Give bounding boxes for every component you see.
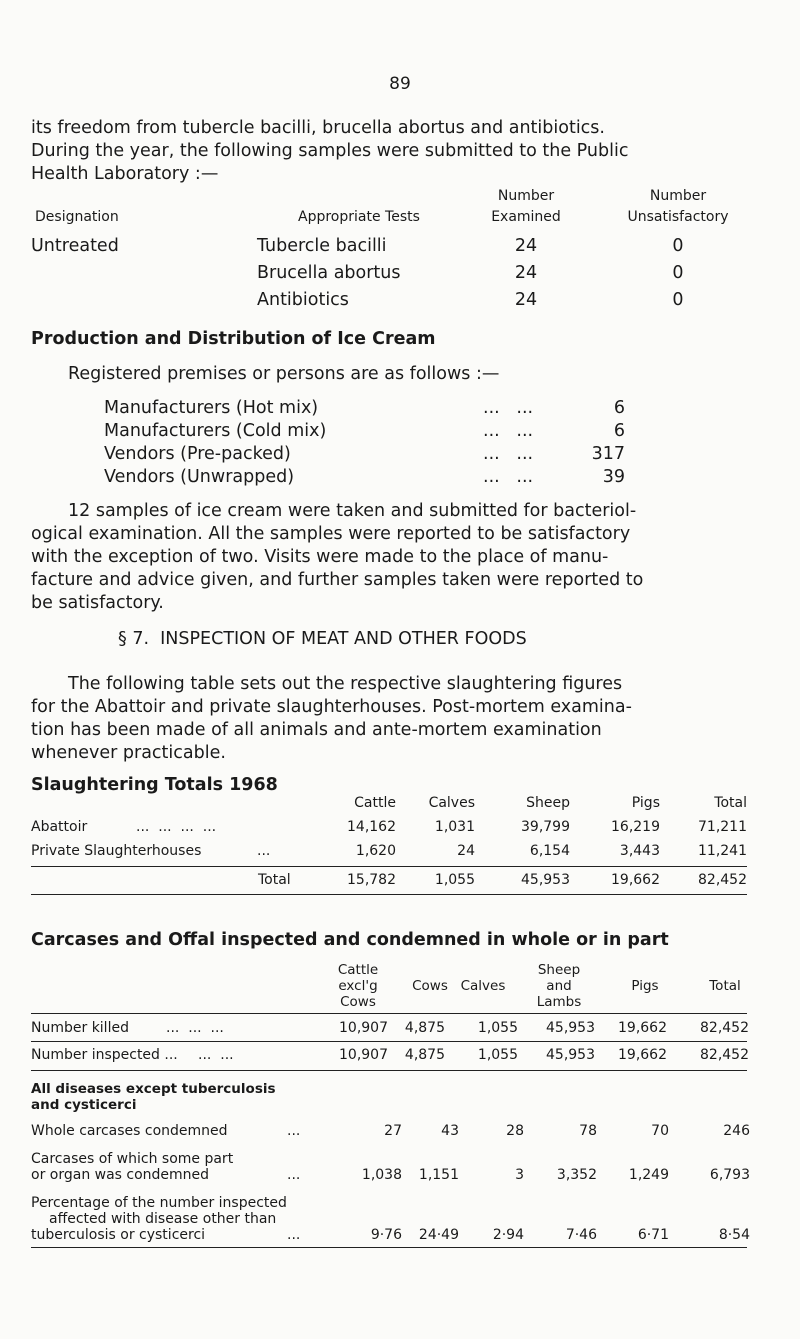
carcase-rule-1 bbox=[31, 1013, 747, 1014]
slaughter-row-2-dots: ... bbox=[257, 843, 271, 859]
sample-row-1-test: Tubercle bacilli bbox=[257, 236, 387, 256]
carcase-killed-calves: 1,055 bbox=[477, 1020, 518, 1036]
slaughter-row-1-total: 71,211 bbox=[698, 819, 747, 835]
intro-line-3: Health Laboratory :— bbox=[31, 164, 219, 184]
part-label-1: Carcases of which some part bbox=[31, 1151, 234, 1167]
ice-cream-para-5: be satisfactory. bbox=[31, 593, 164, 613]
carcase-inspected-label: Number inspected ... bbox=[31, 1047, 178, 1063]
carcase-inspected-cows: 4,875 bbox=[404, 1047, 445, 1063]
carcase-killed-pigs: 19,662 bbox=[618, 1020, 667, 1036]
sample-row-3-unsat: 0 bbox=[672, 290, 684, 310]
percent-sheep: 7·46 bbox=[565, 1227, 597, 1243]
percent-cattle: 9·76 bbox=[370, 1227, 402, 1243]
slaughter-total-cattle: 15,782 bbox=[347, 872, 396, 888]
section-7-heading: § 7. INSPECTION OF MEAT AND OTHER FOODS bbox=[118, 629, 527, 649]
sample-row-1-unsat: 0 bbox=[672, 236, 684, 256]
carcase-col-cattle-3: Cows bbox=[340, 994, 376, 1010]
header-number-examined-2: Examined bbox=[491, 209, 561, 225]
whole-cows: 43 bbox=[441, 1123, 459, 1139]
premises-3-label: Vendors (Pre-packed) bbox=[104, 444, 291, 464]
part-sheep: 3,352 bbox=[556, 1167, 597, 1183]
carcase-inspected-cattle: 10,907 bbox=[339, 1047, 388, 1063]
percent-label-2: affected with disease other than bbox=[49, 1211, 277, 1227]
carcase-col-calves: Calves bbox=[460, 978, 506, 994]
slaughter-row-1-pigs: 16,219 bbox=[611, 819, 660, 835]
section-7-para-4: whenever practicable. bbox=[31, 743, 226, 763]
premises-3-dots: ... ... bbox=[483, 444, 534, 464]
carcase-killed-dots: ... ... ... bbox=[166, 1020, 224, 1036]
carcase-inspected-sheep: 45,953 bbox=[546, 1047, 595, 1063]
whole-sheep: 78 bbox=[579, 1123, 597, 1139]
section-7-para-1: The following table sets out the respective slaughtering figures bbox=[68, 674, 623, 694]
slaughter-total-rule-top bbox=[31, 866, 747, 867]
ice-cream-heading: Production and Distribution of Ice Cream bbox=[31, 329, 436, 349]
section-7-para-3: tion has been made of all animals and ante-mortem examination bbox=[31, 720, 602, 740]
ice-cream-intro: Registered premises or persons are as follows :— bbox=[68, 364, 500, 384]
slaughter-row-2-sheep: 6,154 bbox=[529, 843, 570, 859]
disease-heading-1: All diseases except tuberculosis bbox=[31, 1081, 276, 1097]
premises-2-label: Manufacturers (Cold mix) bbox=[104, 421, 327, 441]
slaughter-row-2-label: Private Slaughterhouses bbox=[31, 843, 202, 859]
whole-cattle: 27 bbox=[384, 1123, 402, 1139]
part-label-2: or organ was condemned bbox=[31, 1167, 210, 1183]
slaughter-row-1-sheep: 39,799 bbox=[521, 819, 570, 835]
carcase-col-cattle-1: Cattle bbox=[337, 962, 379, 978]
percent-calves: 2·94 bbox=[492, 1227, 524, 1243]
sample-row-2-examined: 24 bbox=[514, 263, 538, 283]
header-number-unsat-2: Unsatisfactory bbox=[627, 209, 729, 225]
sample-row-3-test: Antibiotics bbox=[257, 290, 349, 310]
slaughter-total-pigs: 19,662 bbox=[611, 872, 660, 888]
sample-row-3-examined: 24 bbox=[514, 290, 538, 310]
ice-cream-para-1: 12 samples of ice cream were taken and submitted for bacteriol- bbox=[68, 501, 637, 521]
whole-label: Whole carcases condemned bbox=[31, 1123, 228, 1139]
carcase-col-cows: Cows bbox=[412, 978, 448, 994]
header-number-unsat-1: Number bbox=[649, 188, 707, 204]
carcase-killed-total: 82,452 bbox=[700, 1020, 749, 1036]
percent-label-1: Percentage of the number inspected bbox=[31, 1195, 287, 1211]
page-number: 89 bbox=[389, 74, 411, 94]
carcase-killed-cows: 4,875 bbox=[404, 1020, 445, 1036]
header-designation: Designation bbox=[35, 209, 119, 225]
sample-row-1-designation: Untreated bbox=[31, 236, 119, 256]
slaughter-row-2-total: 11,241 bbox=[698, 843, 747, 859]
slaughter-total-sheep: 45,953 bbox=[521, 872, 570, 888]
premises-4-dots: ... ... bbox=[483, 467, 534, 487]
slaughter-row-2-pigs: 3,443 bbox=[619, 843, 660, 859]
premises-1-value: 6 bbox=[613, 398, 625, 418]
slaughter-col-sheep: Sheep bbox=[526, 795, 570, 811]
percent-dots: ... bbox=[287, 1227, 301, 1243]
disease-heading-2: and cysticerci bbox=[31, 1097, 137, 1113]
percent-cows: 24·49 bbox=[418, 1227, 459, 1243]
carcase-col-pigs: Pigs bbox=[631, 978, 659, 994]
slaughter-col-cattle: Cattle bbox=[354, 795, 396, 811]
ice-cream-para-2: ogical examination. All the samples were reported to be satisfactory bbox=[31, 524, 631, 544]
whole-total: 246 bbox=[723, 1123, 750, 1139]
section-7-para-2: for the Abattoir and private slaughterhouses. Post-mortem examina- bbox=[31, 697, 632, 717]
slaughter-row-1-calves: 1,031 bbox=[434, 819, 475, 835]
part-dots: ... bbox=[287, 1167, 301, 1183]
premises-1-dots: ... ... bbox=[483, 398, 534, 418]
slaughter-row-2-calves: 24 bbox=[457, 843, 475, 859]
slaughter-col-pigs: Pigs bbox=[631, 795, 660, 811]
carcase-col-sheep-3: Lambs bbox=[536, 994, 582, 1010]
slaughter-col-total: Total bbox=[714, 795, 747, 811]
slaughter-total-total: 82,452 bbox=[698, 872, 747, 888]
slaughter-total-rule-bottom bbox=[31, 894, 747, 895]
slaughter-row-2-cattle: 1,620 bbox=[355, 843, 396, 859]
carcase-col-sheep-1: Sheep bbox=[537, 962, 581, 978]
carcase-inspected-dots: ... ... bbox=[198, 1047, 234, 1063]
carcase-rule-bottom bbox=[31, 1247, 747, 1248]
part-calves: 3 bbox=[515, 1167, 524, 1183]
ice-cream-para-3: with the exception of two. Visits were made to the place of manu- bbox=[31, 547, 609, 567]
whole-calves: 28 bbox=[506, 1123, 524, 1139]
carcase-killed-sheep: 45,953 bbox=[546, 1020, 595, 1036]
percent-label-3: tuberculosis or cysticerci bbox=[31, 1227, 206, 1243]
part-total: 6,793 bbox=[709, 1167, 750, 1183]
premises-3-value: 317 bbox=[591, 444, 625, 464]
carcase-killed-cattle: 10,907 bbox=[339, 1020, 388, 1036]
part-pigs: 1,249 bbox=[628, 1167, 669, 1183]
sample-row-2-unsat: 0 bbox=[672, 263, 684, 283]
carcase-col-cattle-2: excl'g bbox=[338, 978, 378, 994]
intro-line-1: its freedom from tubercle bacilli, brucella abortus and antibiotics. bbox=[31, 118, 605, 138]
slaughter-col-calves: Calves bbox=[428, 795, 475, 811]
whole-dots: ... bbox=[287, 1123, 301, 1139]
slaughter-total-label: Total bbox=[258, 872, 291, 888]
carcase-col-sheep-2: and bbox=[546, 978, 572, 994]
part-cows: 1,151 bbox=[418, 1167, 459, 1183]
percent-pigs: 6·71 bbox=[637, 1227, 669, 1243]
carcases-heading: Carcases and Offal inspected and condemned in whole or in part bbox=[31, 930, 669, 950]
slaughter-row-1-label: Abattoir bbox=[31, 819, 88, 835]
slaughter-row-1-cattle: 14,162 bbox=[347, 819, 396, 835]
premises-4-value: 39 bbox=[602, 467, 625, 487]
premises-1-label: Manufacturers (Hot mix) bbox=[104, 398, 319, 418]
whole-pigs: 70 bbox=[651, 1123, 669, 1139]
part-cattle: 1,038 bbox=[361, 1167, 402, 1183]
carcase-inspected-calves: 1,055 bbox=[477, 1047, 518, 1063]
ice-cream-para-4: facture and advice given, and further samples taken were reported to bbox=[31, 570, 644, 590]
carcase-rule-3 bbox=[31, 1070, 747, 1071]
carcase-killed-label: Number killed bbox=[31, 1020, 129, 1036]
slaughtering-heading: Slaughtering Totals 1968 bbox=[31, 775, 278, 795]
header-tests: Appropriate Tests bbox=[298, 209, 420, 225]
percent-total: 8·54 bbox=[718, 1227, 750, 1243]
slaughter-total-calves: 1,055 bbox=[434, 872, 475, 888]
sample-row-2-test: Brucella abortus bbox=[257, 263, 401, 283]
header-number-examined-1: Number bbox=[497, 188, 555, 204]
carcase-inspected-total: 82,452 bbox=[700, 1047, 749, 1063]
premises-4-label: Vendors (Unwrapped) bbox=[104, 467, 295, 487]
carcase-rule-2 bbox=[31, 1041, 747, 1042]
premises-2-value: 6 bbox=[613, 421, 625, 441]
carcase-inspected-pigs: 19,662 bbox=[618, 1047, 667, 1063]
carcase-col-total: Total bbox=[709, 978, 741, 994]
sample-row-1-examined: 24 bbox=[514, 236, 538, 256]
premises-2-dots: ... ... bbox=[483, 421, 534, 441]
intro-line-2: During the year, the following samples were submitted to the Public bbox=[31, 141, 629, 161]
slaughter-row-1-dots: ... ... ... ... bbox=[136, 819, 217, 835]
